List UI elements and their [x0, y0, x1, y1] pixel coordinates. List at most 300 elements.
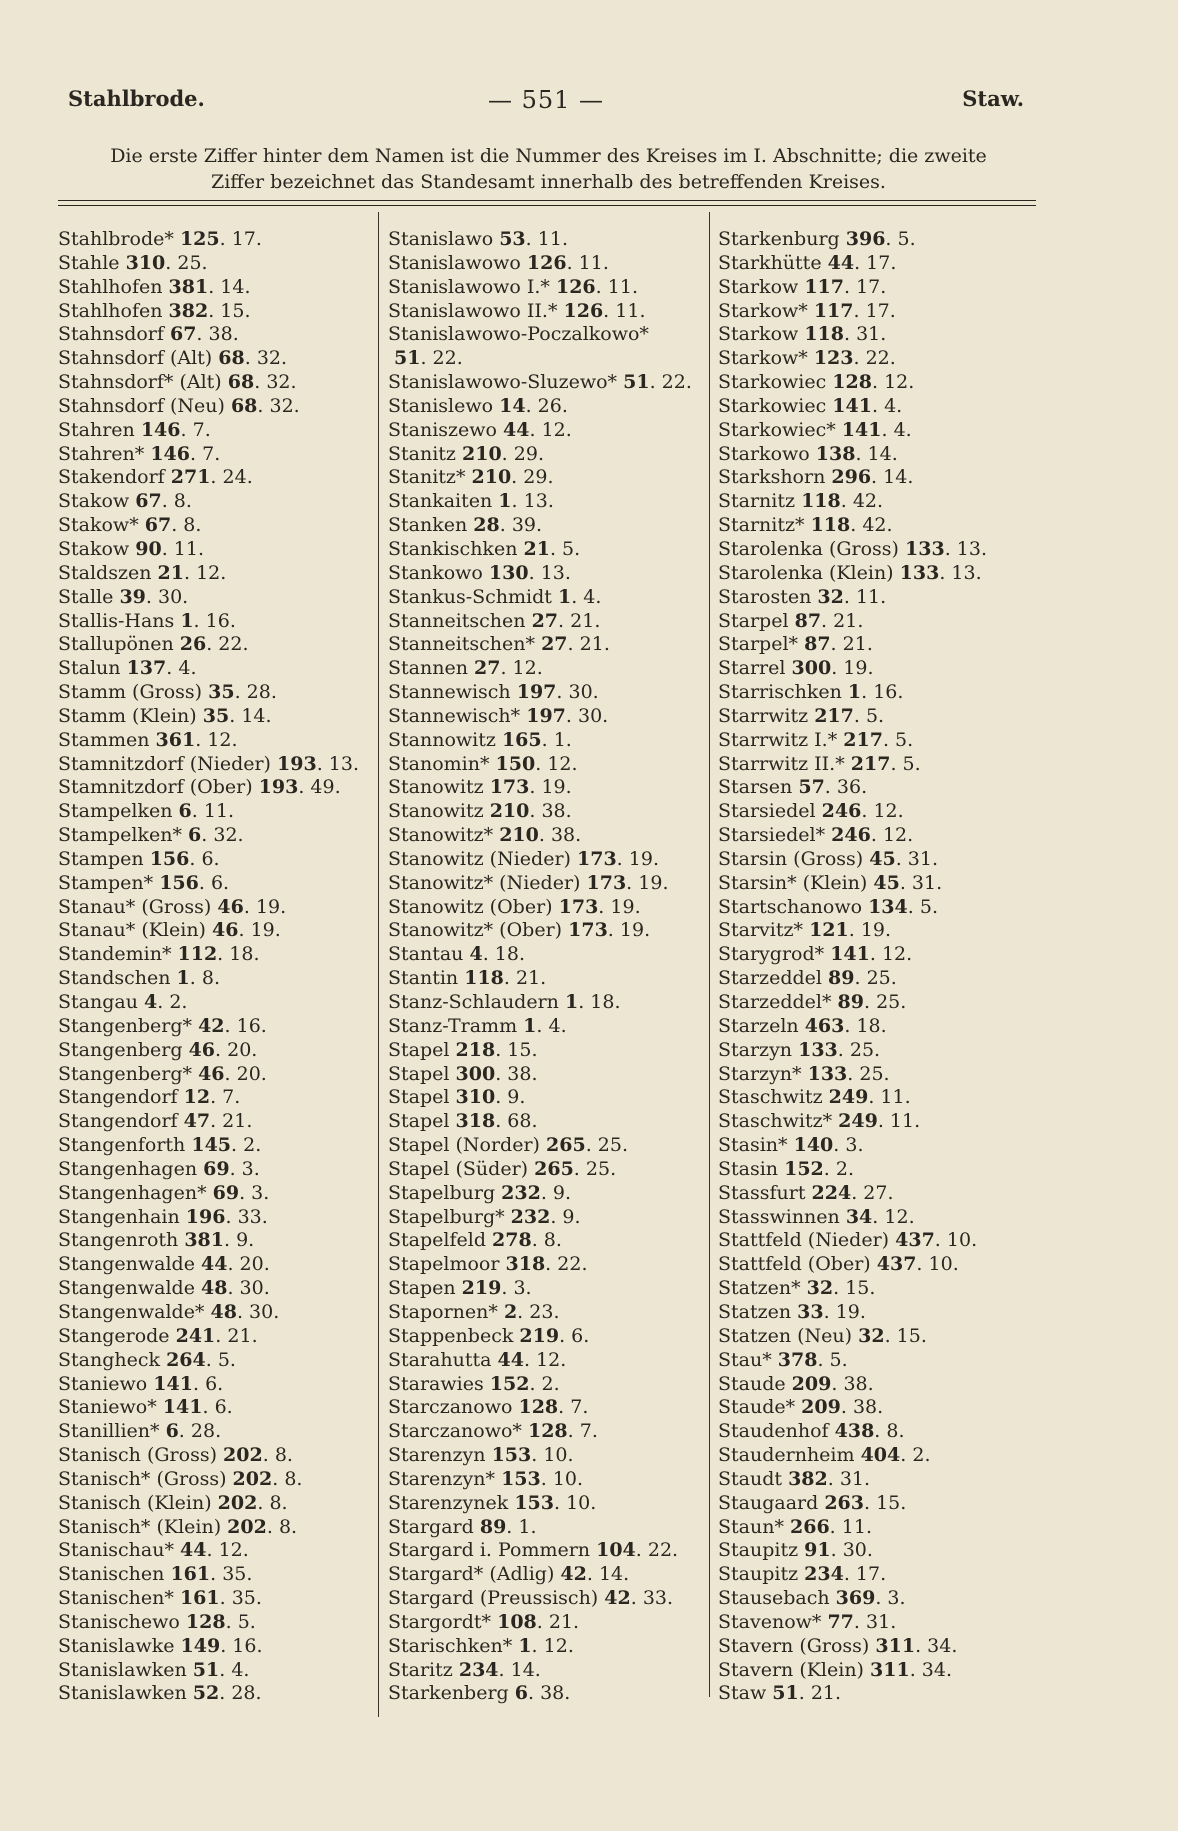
standesamt-number: 25: [177, 251, 202, 274]
place-name: Stapelfeld: [388, 1229, 486, 1252]
place-name: Stassfurt: [718, 1181, 806, 1204]
index-entry: Stavern (Gross) 311. 34.: [718, 1634, 958, 1657]
standesamt-number: 21: [833, 609, 858, 632]
place-name: Starsin (Gross): [718, 847, 864, 870]
place-name: Stallis-Hans: [58, 609, 175, 632]
index-entry: Stahlhofen 382. 15.: [58, 299, 251, 322]
kreis-number: 133: [905, 537, 945, 560]
index-entry: Stanischen 161. 35.: [58, 1563, 253, 1586]
kreis-number: 145: [191, 1134, 232, 1157]
kreis-number: 128: [832, 371, 872, 394]
kreis-number: 126: [563, 299, 604, 322]
index-entry: Stanau* (Gross) 46. 19.: [58, 895, 287, 918]
place-name: Stahnsdorf (Alt): [58, 347, 213, 370]
index-entry: Starrwitz I.* 217. 5.: [718, 728, 914, 751]
kreis-number: 44: [827, 251, 855, 274]
kreis-number: 137: [126, 657, 167, 680]
standesamt-number: 8: [173, 490, 186, 513]
place-name: Stasin: [718, 1157, 779, 1180]
kreis-number: 173: [586, 871, 627, 894]
index-entry: Stahnsdorf (Neu) 68. 32.: [58, 394, 300, 417]
kreis-number: 45: [869, 847, 896, 870]
standesamt-number: 19: [610, 895, 635, 918]
standesamt-number: 4: [893, 418, 906, 441]
index-entry: Starpel 87. 21.: [718, 609, 864, 632]
standesamt-number: 25: [876, 991, 901, 1013]
standesamt-number: 25: [585, 1157, 611, 1180]
place-name: Stangenhain: [58, 1205, 180, 1228]
kreis-number: 27: [541, 633, 568, 656]
standesamt-number: 12: [207, 728, 232, 751]
standesamt-number: 11: [855, 585, 881, 608]
place-name: Stangerode: [58, 1324, 170, 1347]
place-name: Starischken*: [388, 1634, 513, 1657]
place-name: Stakendorf: [58, 466, 165, 489]
standesamt-number: 14: [867, 442, 892, 465]
index-entry: Stangenberg* 46. 20.: [58, 1062, 267, 1085]
place-name: Starzeddel*: [718, 991, 832, 1013]
place-name: Stavenow*: [718, 1610, 822, 1633]
standesamt-number: 9: [552, 1181, 566, 1204]
place-name: Stahnsdorf: [58, 323, 164, 346]
kreis-number: 1: [518, 1634, 532, 1657]
index-entry: Stangenberg* 42. 16.: [58, 1014, 267, 1037]
index-entry: Staschwitz* 249. 11.: [718, 1110, 921, 1133]
standesamt-number: 6: [210, 871, 224, 894]
kreis-number: 123: [813, 347, 854, 370]
standesamt-number: 17: [866, 251, 891, 274]
index-entry: Stanisch* (Klein) 202. 8.: [58, 1515, 298, 1538]
standesamt-number: 19: [638, 871, 663, 894]
index-entry: Stanowitz (Ober) 173. 19.: [388, 895, 641, 918]
index-entry: Stampelken* 6. 32.: [58, 824, 244, 847]
index-entry: Stallupönen 26. 22.: [58, 633, 249, 656]
standesamt-number: 21: [810, 1682, 836, 1705]
standesamt-number: 23: [529, 1300, 554, 1323]
index-entry: Stamnitzdorf (Ober) 193. 49.: [58, 776, 341, 799]
index-entry: Starpel* 87. 21.: [718, 633, 873, 656]
place-name: Stanislawo: [388, 228, 494, 250]
standesamt-number: 8: [201, 967, 214, 990]
standesamt-number: 19: [255, 895, 281, 918]
standesamt-number: 12: [543, 1634, 568, 1657]
kreis-number: 165: [501, 728, 542, 751]
index-entry: Stamm (Klein) 35. 14.: [58, 704, 272, 727]
index-entry: Stanischen* 161. 35.: [58, 1587, 262, 1610]
kreis-number: 173: [577, 847, 617, 870]
kreis-number: 217: [814, 704, 854, 727]
standesamt-number: 22: [432, 347, 457, 370]
index-entry: Stapen 219. 3.: [388, 1277, 532, 1300]
place-name: Stamm (Klein): [58, 704, 197, 727]
kreis-number: 300: [455, 1062, 496, 1085]
kreis-number: 125: [179, 228, 220, 250]
place-name: Starkow: [718, 275, 799, 298]
standesamt-number: 4: [884, 394, 897, 417]
place-name: Stapelburg*: [388, 1205, 505, 1228]
kreis-number: 51: [623, 371, 650, 394]
standesamt-number: 8: [886, 1420, 899, 1443]
index-entry: Starkow* 123. 22.: [718, 347, 896, 370]
place-name: Starrel: [718, 657, 786, 680]
kreis-number: 217: [843, 728, 883, 751]
index-entry: Stavern (Klein) 311. 34.: [718, 1658, 953, 1681]
index-entry: Stannewisch* 197. 30.: [388, 704, 609, 727]
place-name: Staude: [718, 1372, 786, 1395]
index-entry: Staldszen 21. 12.: [58, 561, 227, 584]
standesamt-number: 12: [884, 371, 909, 394]
place-name: Stannewisch*: [388, 704, 521, 727]
index-entry: Stanowitz (Nieder) 173. 19.: [388, 847, 659, 870]
kreis-number: 146: [150, 442, 190, 465]
index-entry: Stangenhain 196. 33.: [58, 1205, 268, 1228]
index-entry: Starzeddel 89. 25.: [718, 967, 897, 990]
place-name: Starkowo: [718, 442, 810, 465]
kreis-number: 150: [495, 752, 536, 775]
index-entry: Stanislawke 149. 16.: [58, 1634, 263, 1657]
index-entry: Stanisch (Gross) 202. 8.: [58, 1444, 293, 1467]
kreis-number: 32: [858, 1324, 885, 1347]
place-name: Stanisch* (Gross): [58, 1467, 227, 1490]
standesamt-number: 19: [860, 919, 886, 942]
kreis-number: 246: [831, 824, 871, 847]
kreis-number: 32: [817, 585, 844, 608]
place-name: Stanischewo: [58, 1610, 180, 1633]
place-name: Starkenburg: [718, 228, 840, 250]
kreis-number: 438: [834, 1420, 875, 1443]
index-entry: Staudernheim 404. 2.: [718, 1444, 931, 1467]
standesamt-number: 12: [881, 943, 907, 966]
standesamt-number: 6: [214, 1396, 227, 1419]
place-name: Staschwitz: [718, 1086, 823, 1109]
index-entry: Stanowitz 210. 38.: [388, 800, 572, 823]
standesamt-number: 13: [328, 752, 353, 775]
standesamt-number: 38: [843, 1372, 868, 1395]
index-entry: Starosten 32. 11.: [718, 585, 887, 608]
index-entry: Statzen (Neu) 32. 15.: [718, 1324, 927, 1347]
kreis-number: 133: [899, 561, 940, 584]
kreis-number: 28: [473, 514, 500, 537]
place-name: Starczanowo: [388, 1396, 513, 1419]
place-name: Stampelken*: [58, 824, 182, 847]
place-name: Staudenhof: [718, 1420, 829, 1443]
standesamt-number: 24: [222, 466, 247, 489]
index-entry: Stangenwalde* 48. 30.: [58, 1300, 280, 1323]
kreis-number: 218: [455, 1038, 496, 1061]
kreis-number: 141: [841, 418, 882, 441]
kreis-number: 210: [471, 466, 512, 489]
standesamt-number: 17: [856, 275, 881, 298]
place-name: Stangenwalde: [58, 1253, 195, 1276]
kreis-number: 91: [804, 1539, 831, 1562]
place-name: Stanau* (Gross): [58, 895, 212, 918]
place-name: Starkow*: [718, 299, 808, 322]
kreis-number: 153: [514, 1491, 554, 1514]
standesamt-number: 28: [190, 1420, 216, 1443]
kreis-number: 1: [523, 1014, 537, 1037]
standesamt-number: 3: [251, 1181, 264, 1204]
index-entry: Stapel 300. 38.: [388, 1062, 538, 1085]
place-name: Starzyn: [718, 1038, 793, 1061]
kreis-number: 4: [144, 991, 158, 1013]
kreis-number: 32: [806, 1277, 834, 1300]
place-name: Stanitz*: [388, 466, 466, 489]
standesamt-number: 13: [956, 537, 981, 560]
index-entry: Stanz-Schlaudern 1. 18.: [388, 991, 621, 1013]
place-name: Starenzyn: [388, 1444, 486, 1467]
index-entry: Stanislawowo-Sluzewo* 51. 22.: [388, 371, 692, 394]
standesamt-number: 38: [208, 323, 233, 346]
standesamt-number: 5: [829, 1348, 842, 1371]
index-entry: Stangheck 264. 5.: [58, 1348, 236, 1371]
standesamt-number: 5: [562, 537, 575, 560]
kreis-number: 152: [784, 1157, 824, 1180]
standesamt-number: 15: [896, 1324, 921, 1347]
kreis-number: 271: [170, 466, 211, 489]
index-entry: Stankowo 130. 13.: [388, 561, 571, 584]
standesamt-number: 34: [921, 1658, 946, 1681]
place-name: Stahlbrode*: [58, 228, 174, 250]
kreis-number: 69: [212, 1181, 240, 1204]
place-name: Starolenka (Gross): [718, 537, 899, 560]
standesamt-number: 21: [227, 1324, 252, 1347]
place-name: Stangheck: [58, 1348, 161, 1371]
index-entry: Starawies 152. 2.: [388, 1372, 560, 1395]
place-name: Stappenbeck: [388, 1324, 514, 1347]
index-entry: [388, 323, 703, 347]
kreis-number: 361: [155, 728, 196, 751]
place-name: Stanz-Schlaudern: [388, 991, 559, 1013]
kreis-number: 133: [807, 1062, 848, 1085]
column-divider-2: [709, 212, 710, 1697]
index-entry: Stapel (Süder) 265. 25.: [388, 1157, 617, 1180]
kreis-number: 141: [162, 1396, 203, 1419]
standesamt-number: 8: [269, 1491, 282, 1514]
standesamt-number: 5: [897, 228, 910, 250]
place-name: Staldszen: [58, 561, 152, 584]
index-entry: Stannen 27. 12.: [388, 657, 543, 680]
index-entry: Stangenwalde 44. 20.: [58, 1253, 270, 1276]
place-name: Statzen: [718, 1300, 792, 1323]
kreis-number: 1: [176, 967, 190, 990]
index-entry: Stakow* 67. 8.: [58, 514, 202, 537]
index-entry: Starenzynek 153. 10.: [388, 1491, 597, 1514]
place-name: Staun*: [718, 1515, 784, 1538]
kreis-number: 87: [804, 633, 831, 656]
kreis-number: 46: [217, 895, 244, 918]
standesamt-number: 31: [911, 871, 937, 894]
standesamt-number: 5: [237, 1610, 250, 1633]
standesamt-number: 12: [873, 800, 898, 823]
place-name: Standemin*: [58, 943, 172, 966]
standesamt-number: 21: [579, 633, 604, 656]
standesamt-number: 5: [895, 728, 908, 751]
index-entry: Stargordt* 108. 21.: [388, 1610, 580, 1633]
kreis-number: 118: [801, 490, 841, 513]
standesamt-number: 8: [543, 1229, 556, 1252]
place-name: Starnitz: [718, 490, 796, 513]
standesamt-number: 6: [201, 847, 214, 870]
standesamt-number: 11: [578, 251, 603, 274]
place-name: Starenzynek: [388, 1491, 509, 1514]
kreis-number: 87: [794, 609, 822, 632]
standesamt-number: 21: [842, 633, 867, 656]
place-name: Staniewo*: [58, 1396, 157, 1419]
standesamt-number: 2: [835, 1157, 848, 1180]
index-entry: Stappenbeck 219. 6.: [388, 1324, 590, 1347]
place-name: Staudt: [718, 1467, 783, 1490]
place-name: Stakow*: [58, 514, 139, 537]
kreis-number: 53: [499, 228, 526, 250]
place-name: Starkhütte: [718, 251, 822, 274]
index-entry: Stanisch* (Gross) 202. 8.: [58, 1467, 303, 1490]
index-entry: Staupitz 234. 17.: [718, 1563, 887, 1586]
kreis-number: 46: [188, 1038, 216, 1061]
kreis-number: 128: [185, 1610, 226, 1633]
standesamt-number: 4: [178, 657, 191, 680]
kreis-number: 51: [192, 1658, 220, 1681]
index-entry: Starkowiec* 141. 4.: [718, 418, 912, 441]
index-entry: Stantin 118. 21.: [388, 967, 547, 990]
place-name: Stasin*: [718, 1134, 788, 1157]
kreis-number: 130: [488, 561, 529, 584]
index-entry: Standemin* 112. 18.: [58, 943, 260, 966]
index-entry: Stangendorf 12. 7.: [58, 1086, 241, 1109]
place-name: Staniewo: [58, 1372, 148, 1395]
standesamt-number: 3: [887, 1587, 900, 1610]
index-entry: Stanislewo 14. 26.: [388, 394, 568, 417]
index-entry: Starkhütte 44. 17.: [718, 251, 897, 274]
place-name: Stanneitschen*: [388, 633, 536, 656]
kreis-number: 12: [183, 1086, 211, 1109]
standesamt-number: 27: [863, 1181, 888, 1204]
standesamt-number: 6: [205, 1372, 218, 1395]
index-entry: Staritz 234. 14.: [388, 1658, 541, 1681]
kreis-number: 224: [811, 1181, 852, 1204]
kreis-number: 46: [212, 919, 239, 942]
standesamt-number: 31: [839, 1467, 865, 1490]
standesamt-number: 22: [661, 371, 686, 394]
place-name: Stangenwalde: [58, 1277, 195, 1300]
kreis-number: 6: [514, 1682, 528, 1705]
kreis-number: 48: [200, 1277, 228, 1300]
place-name: Stamm (Gross): [58, 681, 203, 704]
index-entry: Stapelburg 232. 9.: [388, 1181, 572, 1204]
index-entry: Stapornen* 2. 23.: [388, 1300, 560, 1323]
kreis-number: 146: [140, 418, 181, 441]
kreis-number: 378: [777, 1348, 818, 1371]
standesamt-number: 18: [494, 943, 519, 966]
index-entry: Starzeddel* 89. 25.: [718, 991, 907, 1013]
place-name: Stanislawowo-Sluzewo*: [388, 371, 618, 394]
standesamt-number: 14: [241, 704, 266, 727]
double-rule-top: [58, 200, 1036, 201]
standesamt-number: 10: [543, 1444, 568, 1467]
standesamt-number: 28: [246, 681, 271, 704]
kreis-number: 35: [208, 681, 235, 704]
kreis-number: 310: [125, 251, 166, 274]
standesamt-number: 30: [249, 1300, 274, 1323]
place-name: Staudernheim: [718, 1444, 855, 1467]
standesamt-number: 4: [231, 1658, 244, 1681]
index-entry: Stanislawken 51. 4.: [58, 1658, 250, 1681]
index-entry: Staude* 209. 38.: [718, 1396, 884, 1419]
kreis-number: 234: [804, 1563, 844, 1586]
standesamt-number: 35: [231, 1587, 256, 1610]
standesamt-number: 10: [946, 1229, 972, 1252]
place-name: Stahlhofen: [58, 299, 163, 322]
kreis-number: 193: [277, 752, 317, 775]
kreis-number: 318: [505, 1253, 546, 1276]
place-name: Stanisch* (Klein): [58, 1515, 222, 1538]
standesamt-number: 12: [512, 657, 537, 680]
place-name: Stanz-Tramm: [388, 1014, 518, 1037]
standesamt-number: 1: [553, 728, 566, 751]
index-entry: Stanischewo 128. 5.: [58, 1610, 256, 1633]
kreis-number: 217: [850, 752, 891, 775]
kreis-number: 210: [462, 442, 502, 465]
index-entry: Staun* 266. 11.: [718, 1515, 872, 1538]
place-name: Starkow*: [718, 347, 808, 370]
kreis-number: 51: [394, 347, 421, 370]
place-name: Starrwitz II.*: [718, 752, 845, 775]
place-name: Statzen*: [718, 1277, 801, 1300]
standesamt-number: 42: [852, 490, 878, 513]
index-entry: Stapel 218. 15.: [388, 1038, 538, 1061]
index-entry: Stamm (Gross) 35. 28.: [58, 681, 277, 704]
kreis-number: 311: [875, 1634, 916, 1657]
index-entry: Stanowitz* (Nieder) 173. 19.: [388, 871, 669, 894]
kreis-number: 197: [526, 704, 566, 727]
index-entry: Starzyn* 133. 25.: [718, 1062, 890, 1085]
standesamt-number: 33: [237, 1205, 262, 1228]
standesamt-number: 19: [843, 657, 868, 680]
place-name: Stanischen: [58, 1563, 165, 1586]
kreis-number: 300: [791, 657, 832, 680]
index-entry: Starkowo 138. 14.: [718, 442, 898, 465]
index-entry: Staw 51. 21.: [718, 1682, 842, 1705]
standesamt-number: 14: [883, 466, 908, 489]
standesamt-number: 11: [880, 1086, 905, 1109]
index-entry: Stanitz 210. 29.: [388, 442, 544, 465]
index-entry: Stapelburg* 232. 9.: [388, 1205, 581, 1228]
kreis-number: 27: [473, 657, 501, 680]
place-name: Stapel: [388, 1110, 450, 1133]
index-entry: Stanillien* 6. 28.: [58, 1420, 222, 1443]
place-name: Stanowitz*: [388, 824, 494, 847]
index-entry: Staugaard 263. 15.: [718, 1491, 907, 1514]
index-entry: Stahnsdorf (Alt) 68. 32.: [58, 347, 288, 370]
index-entry: Stassfurt 224. 27.: [718, 1181, 894, 1204]
place-name: Starvitz*: [718, 919, 804, 942]
standesamt-number: 29: [523, 466, 548, 489]
index-entry: Starygrod* 141. 12.: [718, 943, 913, 966]
standesamt-number: 20: [227, 1038, 252, 1061]
place-name: Staude*: [718, 1396, 796, 1419]
place-name: Stahnsdorf (Neu): [58, 394, 225, 417]
index-entry: Stangendorf 47. 21.: [58, 1110, 253, 1133]
place-name: Stanowitz* (Nieder): [388, 871, 581, 894]
place-name: Starkowiec: [718, 394, 827, 417]
double-rule-bottom: [58, 205, 1036, 206]
standesamt-number: 38: [852, 1396, 878, 1419]
index-entry: Stasswinnen 34. 12.: [718, 1205, 915, 1228]
kreis-number: 104: [596, 1539, 636, 1562]
standesamt-number: 12: [536, 1348, 561, 1371]
place-name: Starosten: [718, 585, 812, 608]
kreis-number: 369: [835, 1587, 876, 1610]
index-entry: Stargard 89. 1.: [388, 1515, 537, 1538]
